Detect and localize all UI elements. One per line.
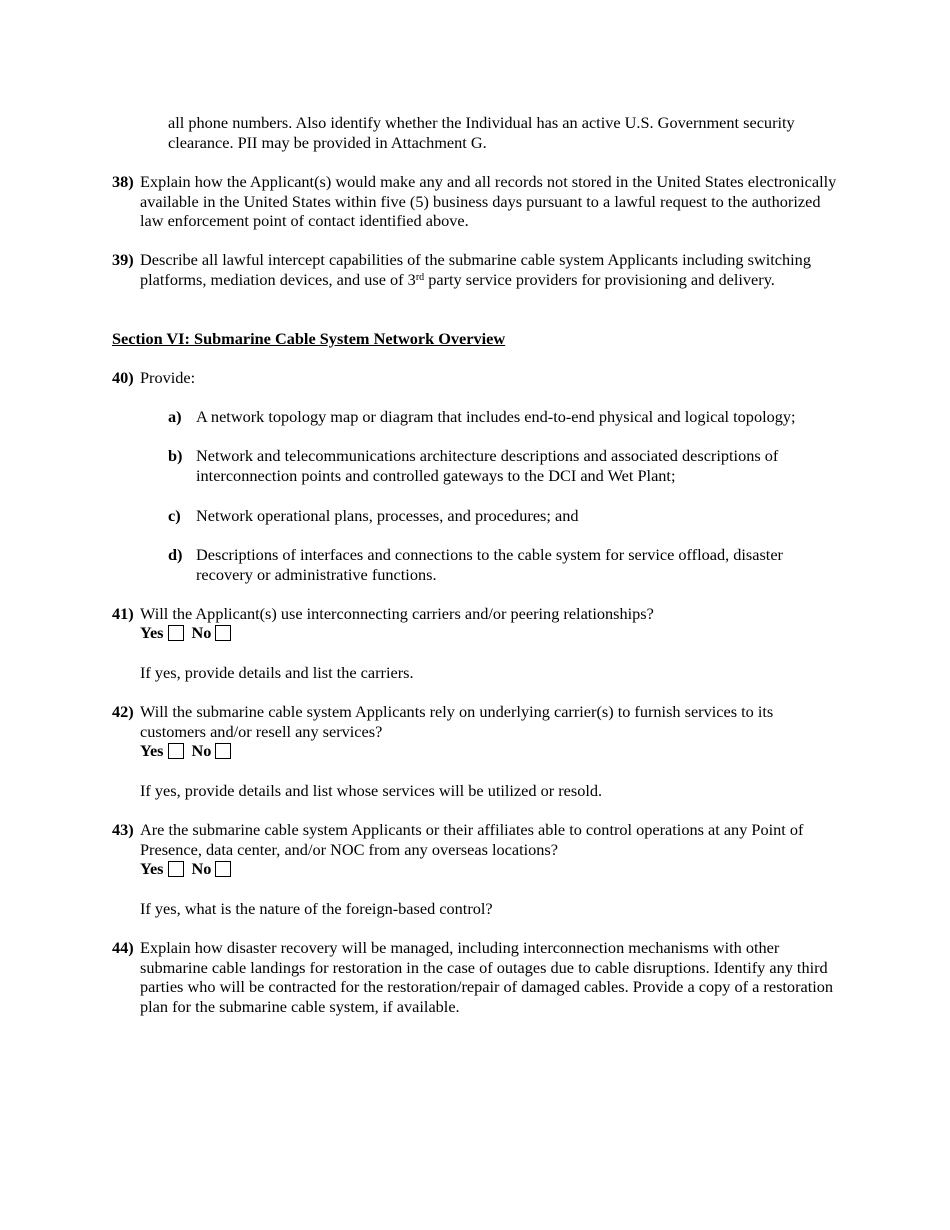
sub-item-label: c) bbox=[168, 506, 181, 525]
yes-label: Yes bbox=[140, 623, 164, 642]
no-checkbox[interactable] bbox=[215, 861, 231, 877]
yes-label: Yes bbox=[140, 741, 164, 760]
question-number-44: 44) bbox=[112, 938, 134, 957]
question-39-text-a: Describe all lawful intercept capabilities of the submarine cable system Applicants including switching platforms, mediation devices, and use of 3 bbox=[140, 250, 811, 289]
sub-item-label: d) bbox=[168, 545, 183, 564]
yes-no-row bbox=[140, 623, 237, 643]
yes-checkbox[interactable] bbox=[168, 625, 184, 641]
yes-checkbox[interactable] bbox=[168, 861, 184, 877]
no-checkbox[interactable] bbox=[215, 743, 231, 759]
question-42-followup: If yes, provide details and list whose services will be utilized or resold. bbox=[140, 781, 603, 800]
sub-item-label: b) bbox=[168, 446, 183, 465]
sub-item-text: Descriptions of interfaces and connections to the cable system for service offload, disaster recovery or administrative functions. bbox=[196, 545, 783, 584]
question-number-43: 43) bbox=[112, 820, 134, 839]
question-43-followup: If yes, what is the nature of the foreign-based control? bbox=[140, 899, 493, 918]
sub-item-text: Network operational plans, processes, and procedures; and bbox=[196, 506, 579, 525]
question-number-38: 38) bbox=[112, 172, 134, 191]
sub-item-label: a) bbox=[168, 407, 182, 426]
question-43-text: Are the submarine cable system Applicants or their affiliates able to control operations at any Point of Presence, data center, and/or NOC from any overseas locations? bbox=[140, 820, 804, 859]
question-41-followup: If yes, provide details and list the carriers. bbox=[140, 663, 414, 682]
yes-label: Yes bbox=[140, 859, 164, 878]
question-39-text bbox=[140, 250, 830, 289]
yes-no-row bbox=[140, 859, 237, 879]
sub-item-text: Network and telecommunications architecture descriptions and associated descriptions of interconnection points and controlled gateways to the DCI and Wet Plant; bbox=[196, 446, 779, 485]
question-number-41: 41) bbox=[112, 604, 134, 623]
no-label: No bbox=[191, 741, 212, 760]
continued-paragraph: all phone numbers. Also identify whether the Individual has an active U.S. Government security clearance. PII may be provided in Attachment G. bbox=[168, 113, 795, 152]
yes-no-row bbox=[140, 741, 237, 761]
question-38-text: Explain how the Applicant(s) would make any and all records not stored in the United States electronically available in the United States within five (5) business days pursuant to a lawful request to the authorized law enforcement point of contact identified above. bbox=[140, 172, 837, 231]
no-label: No bbox=[191, 623, 212, 642]
question-41-text: Will the Applicant(s) use interconnecting carriers and/or peering relationships? bbox=[140, 604, 654, 623]
question-42-text: Will the submarine cable system Applicants rely on underlying carrier(s) to furnish services to its customers and/or resell any services? bbox=[140, 702, 774, 741]
no-checkbox[interactable] bbox=[215, 625, 231, 641]
question-number-40: 40) bbox=[112, 368, 134, 387]
question-number-39: 39) bbox=[112, 250, 134, 269]
question-39-text-b: party service providers for provisioning and delivery. bbox=[424, 269, 775, 289]
sub-item-text: A network topology map or diagram that includes end-to-end physical and logical topology; bbox=[196, 407, 796, 426]
question-number-42: 42) bbox=[112, 702, 134, 721]
no-label: No bbox=[191, 859, 212, 878]
question-44-text: Explain how disaster recovery will be managed, including interconnection mechanisms with other submarine cable landings for restoration in the case of outages due to cable disruptions. Identify any third parties who will be contracted for the restoration/repair of damaged cables. Provide a copy of a restoration plan for the submarine cable system, if available. bbox=[140, 938, 834, 1016]
section-heading: Section VI: Submarine Cable System Network Overview bbox=[112, 329, 506, 348]
yes-checkbox[interactable] bbox=[168, 743, 184, 759]
question-40-text: Provide: bbox=[140, 368, 196, 387]
superscript-rd: rd bbox=[415, 271, 425, 283]
